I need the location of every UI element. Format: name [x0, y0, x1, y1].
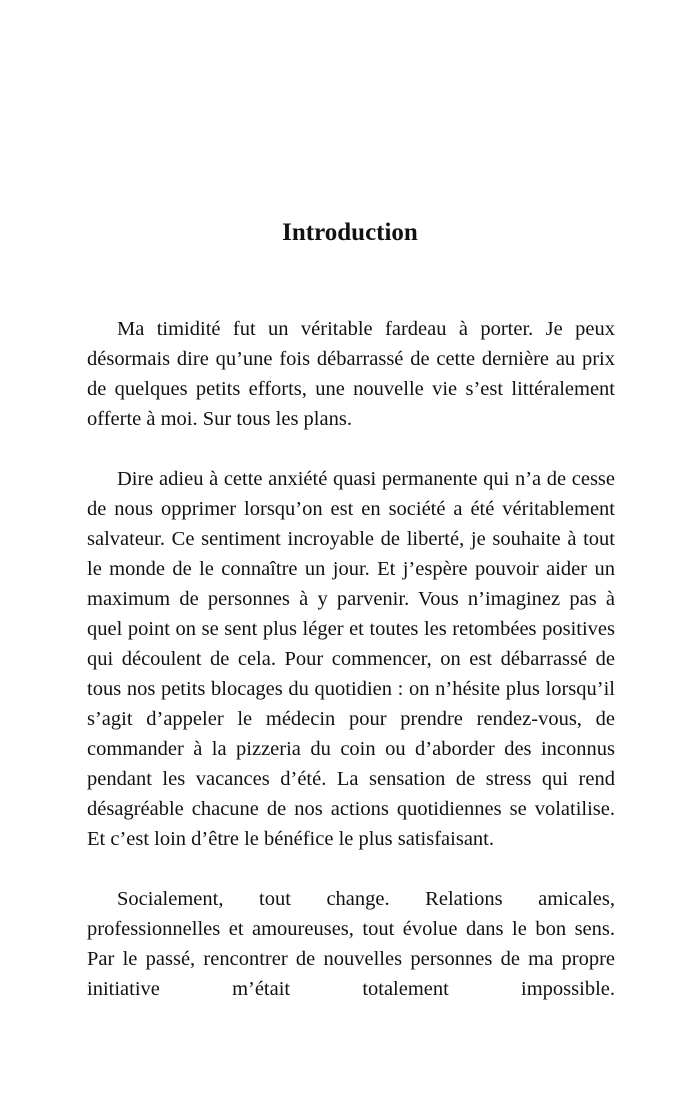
body-text: [87, 314, 615, 1034]
chapter-title: Introduction: [282, 219, 418, 246]
paragraph-3: Socialement, tout change. Relations amicales, professionnelles et amoureuses, tout évolue dans le bon sens. Par le passé, rencontrer de nouvelles personnes de ma propre initiative m’était totalement impossible.: [87, 888, 615, 1000]
paragraph-2: Dire adieu à cette anxiété quasi permanente qui n’a de cesse de nous opprimer lorsqu’on est en société a été véritablement salvateur. Ce sentiment incroyable de liberté, je souhaite à tout le monde de le connaître un jour. Et j’espère pouvoir aider un maximum de personnes à y parvenir. Vous n’imaginez pas à quel point on se sent plus léger et toutes les retombées positives qui découlent de cela. Pour commencer, on est débarrassé de tous nos petits blocages du quotidien : on n’hésite plus lorsqu’il s’agit d’appeler le médecin pour prendre rendez-vous, de commander à la pizzeria du coin ou d’aborder des inconnus pendant les vacances d’été. La sensation de stress qui rend désagréable chacune de nos actions quotidiennes se volatilise. Et c’est loin d’être le bénéfice le plus satisfaisant.: [87, 468, 615, 850]
paragraph-1: Ma timidité fut un véritable fardeau à porter. Je peux désormais dire qu’une fois débarrassé de cette dernière au prix de quelques petits efforts, une nouvelle vie s’est littéralement offerte à moi. Sur tous les plans.: [87, 318, 615, 430]
